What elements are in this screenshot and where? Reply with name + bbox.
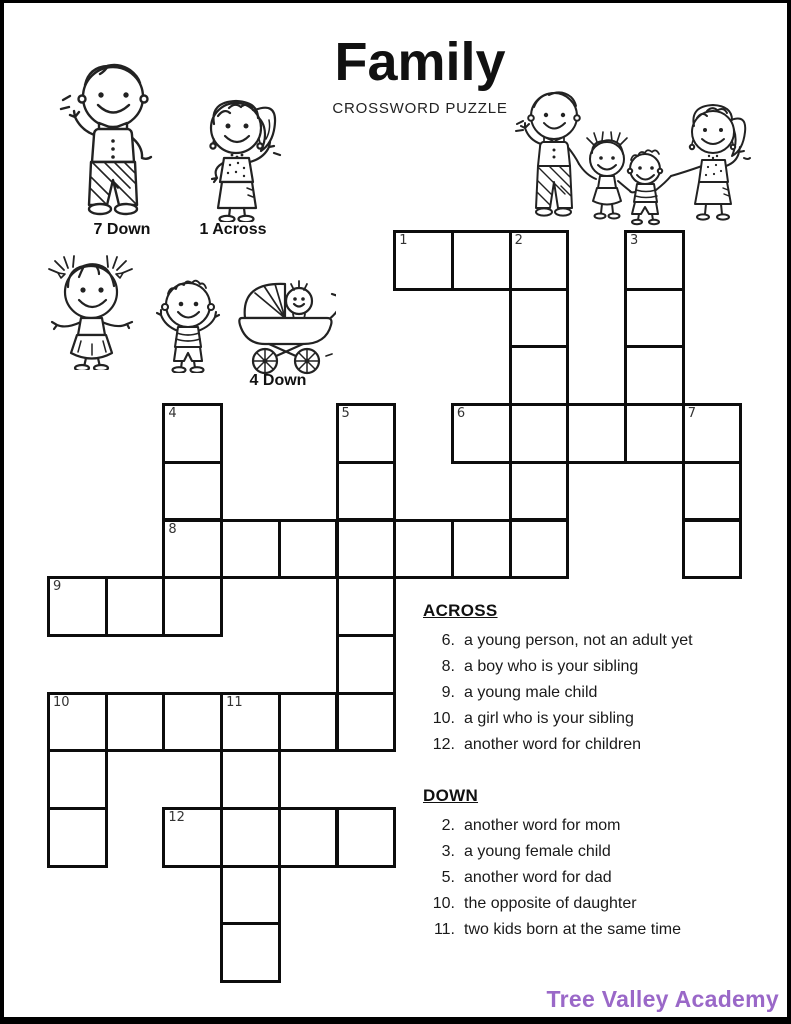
grid-cell[interactable] <box>451 230 512 291</box>
down-clue-list <box>423 813 753 943</box>
grid-cell[interactable] <box>220 692 281 753</box>
clue-item <box>423 732 753 758</box>
grid-cell[interactable] <box>220 922 281 983</box>
clue-number: 9. <box>441 684 455 701</box>
grid-cell[interactable] <box>278 807 339 868</box>
clue-number: 5. <box>441 869 455 886</box>
cell-number: 3 <box>630 233 639 248</box>
baby-carriage-illustration <box>231 271 336 375</box>
grid-cell[interactable] <box>509 403 570 464</box>
family-group-figure <box>513 80 763 228</box>
grid-cell[interactable] <box>220 807 281 868</box>
grid-cell[interactable] <box>105 692 166 753</box>
clue-text: another word for mom <box>464 817 621 834</box>
grid-cell[interactable] <box>682 519 743 580</box>
grid-cell[interactable] <box>278 692 339 753</box>
grid-cell[interactable] <box>451 519 512 580</box>
cell-number: 12 <box>168 810 185 825</box>
grid-cell[interactable] <box>393 519 454 580</box>
page-title: Family <box>334 32 506 92</box>
cell-number: 1 <box>399 233 408 248</box>
grid-cell[interactable] <box>47 692 108 753</box>
grid-cell[interactable] <box>47 749 108 810</box>
clue-number: 8. <box>441 658 455 675</box>
grid-cell[interactable] <box>682 403 743 464</box>
mom-illustration <box>192 94 282 222</box>
down-clues-section <box>423 786 753 943</box>
grid-cell[interactable] <box>509 461 570 522</box>
cell-number: 7 <box>687 406 696 422</box>
clue-text: the opposite of daughter <box>464 895 637 912</box>
cell-number: 4 <box>168 406 177 422</box>
girl-figure <box>44 255 139 370</box>
clue-item <box>423 654 753 680</box>
grid-cell[interactable] <box>682 461 743 522</box>
mom-figure <box>192 94 282 222</box>
cell-number: 11 <box>226 694 243 710</box>
grid-cell[interactable] <box>566 403 627 464</box>
cell-number: 2 <box>514 233 523 248</box>
clue-number: 10. <box>432 710 455 727</box>
clue-item <box>423 839 753 865</box>
grid-cell[interactable] <box>624 345 685 406</box>
across-header: ACROSS <box>423 601 498 620</box>
grid-cell[interactable] <box>47 807 108 868</box>
clue-text: another word for dad <box>464 869 612 886</box>
family-illustration <box>513 80 763 228</box>
grid-cell[interactable] <box>393 230 454 291</box>
grid-cell[interactable] <box>509 288 570 349</box>
grid-cell[interactable] <box>336 634 397 695</box>
across-clue-list <box>423 628 753 758</box>
clue-item <box>423 706 753 732</box>
clue-number: 2. <box>441 817 455 834</box>
clue-text: two kids born at the same time <box>464 921 681 938</box>
cell-number: 9 <box>53 579 62 595</box>
baby-picture-clue-label: 4 Down <box>249 372 307 389</box>
grid-cell[interactable] <box>336 403 397 464</box>
grid-cell[interactable] <box>509 230 570 291</box>
clue-item <box>423 865 753 891</box>
clue-item <box>423 628 753 654</box>
dad-picture-clue-label: 7 Down <box>93 221 151 238</box>
clue-text: a young female child <box>464 843 611 860</box>
grid-cell[interactable] <box>509 345 570 406</box>
boy-figure <box>152 276 222 373</box>
clue-text: another word for children <box>464 736 641 753</box>
grid-cell[interactable] <box>624 288 685 349</box>
grid-cell[interactable] <box>336 692 397 753</box>
dad-figure <box>56 58 168 220</box>
grid-cell[interactable] <box>162 807 223 868</box>
down-header: DOWN <box>423 786 479 805</box>
girl-illustration <box>44 255 139 370</box>
grid-cell[interactable] <box>509 519 570 580</box>
mom-picture-clue-label: 1 Across <box>199 221 267 238</box>
clue-number: 12. <box>432 736 455 753</box>
baby-carriage-figure <box>231 271 336 375</box>
grid-cell[interactable] <box>162 519 223 580</box>
dad-illustration <box>56 58 168 220</box>
grid-cell[interactable] <box>624 403 685 464</box>
cell-number: 6 <box>456 406 466 422</box>
grid-cell[interactable] <box>336 461 397 522</box>
clue-text: a girl who is your sibling <box>464 710 634 727</box>
page-subtitle: CROSSWORD PUZZLE <box>332 100 508 117</box>
cell-number: 10 <box>53 694 70 710</box>
clue-item <box>423 680 753 706</box>
clue-number: 6. <box>441 632 455 649</box>
boy-illustration <box>152 276 222 373</box>
grid-cell[interactable] <box>162 576 223 637</box>
site-credit: Tree Valley Academy <box>546 986 779 1012</box>
clue-number: 11. <box>433 921 455 938</box>
clue-number: 10. <box>432 895 455 912</box>
clue-text: a young male child <box>464 684 598 701</box>
grid-cell[interactable] <box>220 519 281 580</box>
clue-text: a boy who is your sibling <box>464 658 639 675</box>
grid-cell[interactable] <box>220 865 281 926</box>
grid-cell[interactable] <box>336 519 397 580</box>
cell-number: 5 <box>341 406 350 422</box>
grid-cell[interactable] <box>278 519 339 580</box>
grid-cell[interactable] <box>336 807 397 868</box>
grid-cell[interactable] <box>47 576 108 637</box>
grid-cell[interactable] <box>162 403 223 464</box>
across-clues-section <box>423 601 753 758</box>
grid-cell[interactable] <box>162 692 223 753</box>
clue-text: a young person, not an adult yet <box>464 632 693 649</box>
clue-number: 3. <box>441 843 455 860</box>
clue-item <box>423 917 753 943</box>
cell-number: 8 <box>168 521 177 537</box>
grid-cell[interactable] <box>624 230 685 291</box>
grid-cell[interactable] <box>220 749 281 810</box>
grid-cell[interactable] <box>162 461 223 522</box>
grid-cell[interactable] <box>451 403 512 464</box>
grid-cell[interactable] <box>105 576 166 637</box>
grid-cell[interactable] <box>336 576 397 637</box>
clue-item <box>423 891 753 917</box>
clue-item <box>423 813 753 839</box>
